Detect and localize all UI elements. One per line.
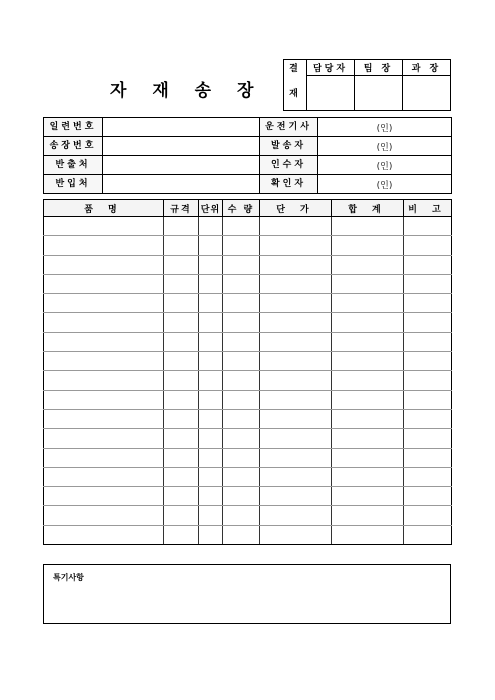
table-cell[interactable]	[44, 274, 164, 293]
table-cell[interactable]	[223, 429, 260, 448]
table-cell[interactable]	[404, 274, 452, 293]
table-cell[interactable]	[164, 409, 199, 428]
table-row	[44, 332, 452, 351]
table-cell[interactable]	[164, 332, 199, 351]
confirmer-seal[interactable]: (인)	[318, 175, 452, 194]
table-cell[interactable]	[199, 390, 223, 409]
table-cell[interactable]	[44, 487, 164, 506]
table-cell[interactable]	[199, 332, 223, 351]
table-cell[interactable]	[44, 294, 164, 313]
table-cell[interactable]	[404, 506, 452, 525]
table-cell[interactable]	[223, 294, 260, 313]
table-cell[interactable]	[404, 467, 452, 486]
table-cell[interactable]	[164, 371, 199, 390]
table-cell[interactable]	[404, 352, 452, 371]
table-row	[44, 448, 452, 467]
approval-sign-section-chief[interactable]	[403, 76, 451, 111]
table-cell[interactable]	[404, 332, 452, 351]
table-cell[interactable]	[332, 332, 404, 351]
table-cell[interactable]	[404, 371, 452, 390]
table-cell[interactable]	[223, 487, 260, 506]
table-cell[interactable]	[199, 506, 223, 525]
header-spec: 규격	[164, 200, 199, 217]
table-cell[interactable]	[164, 255, 199, 274]
table-row	[44, 390, 452, 409]
invoice-number-field[interactable]	[103, 137, 260, 156]
table-cell[interactable]	[223, 236, 260, 255]
table-cell[interactable]	[164, 448, 199, 467]
table-cell[interactable]	[199, 525, 223, 544]
table-cell[interactable]	[223, 255, 260, 274]
incoming-site-label: 반입처	[44, 175, 103, 194]
table-cell[interactable]	[332, 487, 404, 506]
table-cell[interactable]	[164, 313, 199, 332]
table-cell[interactable]	[199, 274, 223, 293]
table-cell[interactable]	[223, 371, 260, 390]
approval-header-section-chief: 과 장	[403, 60, 451, 76]
info-row	[44, 118, 452, 137]
table-cell[interactable]	[332, 467, 404, 486]
table-cell[interactable]	[199, 487, 223, 506]
table-cell[interactable]	[260, 313, 332, 332]
table-cell[interactable]	[332, 255, 404, 274]
confirmer-label: 확인자	[260, 175, 318, 194]
table-cell[interactable]	[404, 255, 452, 274]
table-cell[interactable]	[44, 332, 164, 351]
table-cell[interactable]	[223, 409, 260, 428]
driver-seal[interactable]: (인)	[318, 118, 452, 137]
table-cell[interactable]	[332, 294, 404, 313]
table-cell[interactable]	[164, 506, 199, 525]
table-cell[interactable]	[332, 390, 404, 409]
table-cell[interactable]	[260, 467, 332, 486]
table-cell[interactable]	[260, 429, 332, 448]
table-cell[interactable]	[260, 294, 332, 313]
invoice-number-label: 송장번호	[44, 137, 103, 156]
outgoing-site-field[interactable]	[103, 156, 260, 175]
table-cell[interactable]	[199, 255, 223, 274]
table-cell[interactable]	[260, 332, 332, 351]
table-cell[interactable]	[404, 217, 452, 236]
table-row	[44, 313, 452, 332]
receiver-seal[interactable]: (인)	[318, 156, 452, 175]
table-cell[interactable]	[164, 294, 199, 313]
header-total: 합 계	[332, 200, 404, 217]
info-row	[44, 156, 452, 175]
table-cell[interactable]	[260, 217, 332, 236]
table-cell[interactable]	[44, 429, 164, 448]
incoming-site-field[interactable]	[103, 175, 260, 194]
table-cell[interactable]	[164, 390, 199, 409]
table-cell[interactable]	[404, 487, 452, 506]
receiver-label: 인수자	[260, 156, 318, 175]
table-cell[interactable]	[332, 409, 404, 428]
table-row	[44, 467, 452, 486]
table-cell[interactable]	[164, 429, 199, 448]
table-cell[interactable]	[44, 255, 164, 274]
table-cell[interactable]	[44, 352, 164, 371]
remarks-box[interactable]	[43, 564, 451, 624]
table-cell[interactable]	[260, 448, 332, 467]
table-cell[interactable]	[44, 409, 164, 428]
table-cell[interactable]	[332, 217, 404, 236]
table-cell[interactable]	[260, 487, 332, 506]
table-cell[interactable]	[260, 352, 332, 371]
table-cell[interactable]	[404, 429, 452, 448]
table-cell[interactable]	[199, 236, 223, 255]
table-row	[44, 506, 452, 525]
document-title: 자 재 송 장	[110, 81, 264, 101]
header-item-name: 품 명	[44, 200, 164, 217]
table-row	[44, 409, 452, 428]
table-cell[interactable]	[223, 274, 260, 293]
table-row	[44, 487, 452, 506]
table-cell[interactable]	[223, 390, 260, 409]
info-table	[43, 117, 452, 194]
table-cell[interactable]	[199, 352, 223, 371]
table-cell[interactable]	[199, 371, 223, 390]
remarks-label: 특기사항	[53, 573, 84, 582]
table-cell[interactable]	[332, 274, 404, 293]
table-row	[44, 294, 452, 313]
table-row	[44, 217, 452, 236]
table-cell[interactable]	[223, 467, 260, 486]
header-quantity: 수 량	[223, 200, 260, 217]
table-cell[interactable]	[223, 352, 260, 371]
table-cell[interactable]	[332, 506, 404, 525]
table-cell[interactable]	[332, 448, 404, 467]
driver-label: 운전기사	[260, 118, 318, 137]
table-cell[interactable]	[404, 236, 452, 255]
table-cell[interactable]	[199, 467, 223, 486]
table-cell[interactable]	[404, 390, 452, 409]
serial-number-label: 일련번호	[44, 118, 103, 137]
table-cell[interactable]	[332, 313, 404, 332]
table-cell[interactable]	[44, 467, 164, 486]
sender-seal[interactable]: (인)	[318, 137, 452, 156]
table-cell[interactable]	[223, 313, 260, 332]
table-cell[interactable]	[164, 352, 199, 371]
table-row	[44, 429, 452, 448]
table-cell[interactable]	[164, 467, 199, 486]
table-cell[interactable]	[404, 313, 452, 332]
table-cell[interactable]	[44, 525, 164, 544]
table-row	[44, 274, 452, 293]
table-cell[interactable]	[332, 236, 404, 255]
table-cell[interactable]	[44, 506, 164, 525]
table-cell[interactable]	[164, 217, 199, 236]
table-row	[44, 255, 452, 274]
table-cell[interactable]	[260, 390, 332, 409]
approval-sign-team-leader[interactable]	[355, 76, 403, 111]
table-cell[interactable]	[223, 448, 260, 467]
approval-header-team-leader: 팀 장	[355, 60, 403, 76]
approval-side-label-top: 결	[284, 60, 307, 76]
table-cell[interactable]	[260, 506, 332, 525]
table-cell[interactable]	[332, 352, 404, 371]
table-cell[interactable]	[223, 525, 260, 544]
table-cell[interactable]	[199, 409, 223, 428]
table-cell[interactable]	[260, 371, 332, 390]
table-cell[interactable]	[223, 332, 260, 351]
items-table	[43, 199, 452, 545]
table-cell[interactable]	[199, 448, 223, 467]
table-cell[interactable]	[223, 217, 260, 236]
table-cell[interactable]	[404, 525, 452, 544]
approval-header-manager: 담당자	[307, 60, 355, 76]
table-cell[interactable]	[199, 313, 223, 332]
table-cell[interactable]	[199, 429, 223, 448]
table-row	[44, 352, 452, 371]
table-cell[interactable]	[44, 236, 164, 255]
serial-number-field[interactable]	[103, 118, 260, 137]
table-cell[interactable]	[332, 429, 404, 448]
table-cell[interactable]	[44, 390, 164, 409]
approval-box	[283, 59, 451, 111]
header-unit-price: 단 가	[260, 200, 332, 217]
approval-side-label-bottom: 재	[284, 76, 307, 111]
info-row	[44, 137, 452, 156]
table-cell[interactable]	[44, 313, 164, 332]
table-row	[44, 371, 452, 390]
table-cell[interactable]	[260, 409, 332, 428]
table-cell[interactable]	[260, 525, 332, 544]
table-cell[interactable]	[164, 236, 199, 255]
table-cell[interactable]	[44, 217, 164, 236]
table-cell[interactable]	[199, 217, 223, 236]
items-header-row	[44, 200, 452, 217]
table-cell[interactable]	[199, 294, 223, 313]
table-row	[44, 236, 452, 255]
table-cell[interactable]	[164, 525, 199, 544]
approval-sign-manager[interactable]	[307, 76, 355, 111]
header-unit: 단위	[199, 200, 223, 217]
table-cell[interactable]	[404, 294, 452, 313]
table-cell[interactable]	[44, 371, 164, 390]
table-cell[interactable]	[404, 448, 452, 467]
table-cell[interactable]	[223, 506, 260, 525]
table-cell[interactable]	[332, 371, 404, 390]
table-cell[interactable]	[260, 236, 332, 255]
table-cell[interactable]	[260, 274, 332, 293]
table-row	[44, 525, 452, 544]
table-cell[interactable]	[332, 525, 404, 544]
table-cell[interactable]	[404, 409, 452, 428]
table-cell[interactable]	[164, 487, 199, 506]
table-cell[interactable]	[44, 448, 164, 467]
header-note: 비 고	[404, 200, 452, 217]
table-cell[interactable]	[260, 255, 332, 274]
sender-label: 발송자	[260, 137, 318, 156]
outgoing-site-label: 반출처	[44, 156, 103, 175]
table-cell[interactable]	[164, 274, 199, 293]
info-row	[44, 175, 452, 194]
